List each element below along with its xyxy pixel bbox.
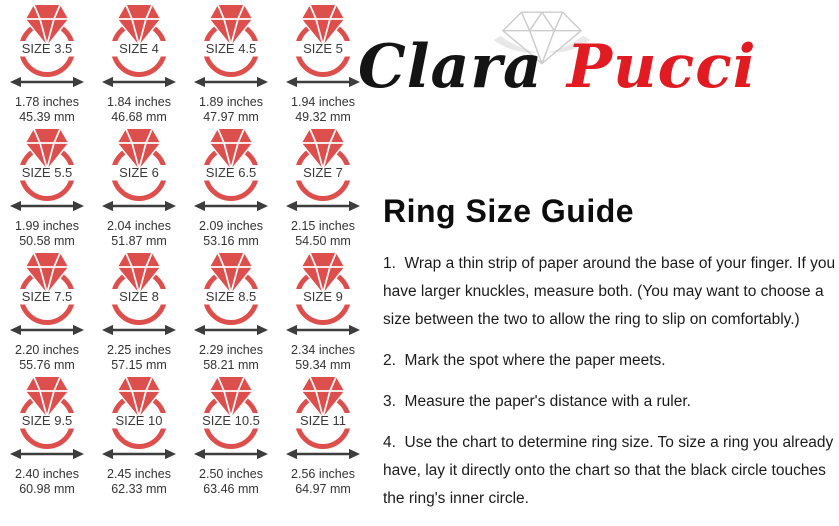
- ring-illustration: [277, 375, 369, 463]
- instructions: [383, 250, 839, 526]
- ring-size-label: SIZE 9.5: [21, 413, 73, 428]
- ring-size-cell: [1, 3, 93, 127]
- ring-size-label: SIZE 7: [303, 165, 343, 180]
- ring-size-label: SIZE 5.5: [21, 165, 73, 180]
- diameter-arrow-icon: [194, 449, 268, 459]
- ring-size-cell: [93, 127, 185, 251]
- ring-size-cell: [277, 127, 369, 251]
- ring-size-cell: [1, 375, 93, 499]
- brand-name-clara: Clara: [358, 32, 543, 102]
- brand-name: [358, 32, 757, 102]
- ring-measurements: [199, 467, 263, 497]
- diamond-icon: [118, 5, 160, 45]
- ring-size-cell: [1, 127, 93, 251]
- diameter-arrow-icon: [10, 77, 84, 87]
- ring-measurements: [107, 467, 171, 497]
- ring-illustration: [185, 3, 277, 91]
- diamond-icon: [210, 129, 252, 169]
- ring-diameter-inches: 1.94 inches: [291, 95, 355, 109]
- ring-size-label: SIZE 4.5: [205, 41, 257, 56]
- ring-diameter-mm: 60.98 mm: [19, 482, 75, 496]
- ring-measurements: [291, 467, 355, 497]
- diamond-icon: [118, 253, 160, 293]
- ring-diameter-inches: 1.89 inches: [199, 95, 263, 109]
- diamond-icon: [26, 129, 68, 169]
- diamond-icon: [118, 129, 160, 169]
- ring-measurements: [199, 95, 263, 125]
- ring-size-cell: [277, 375, 369, 499]
- ring-diameter-mm: 63.46 mm: [203, 482, 259, 496]
- ring-illustration: [1, 127, 93, 215]
- diamond-icon: [118, 377, 160, 417]
- ring-size-cell: [185, 127, 277, 251]
- ring-illustration: [93, 3, 185, 91]
- ring-illustration: [93, 375, 185, 463]
- ring-diameter-mm: 54.50 mm: [295, 234, 351, 248]
- ring-diameter-mm: 57.15 mm: [111, 358, 167, 372]
- ring-measurements: [291, 219, 355, 249]
- ring-size-cell: [185, 251, 277, 375]
- ring-size-cell: [1, 251, 93, 375]
- diamond-icon: [26, 253, 68, 293]
- ring-diameter-mm: 50.58 mm: [19, 234, 75, 248]
- diameter-arrow-icon: [10, 449, 84, 459]
- diamond-icon: [210, 5, 252, 45]
- ring-illustration: [1, 251, 93, 339]
- ring-illustration: [93, 127, 185, 215]
- page-title: Ring Size Guide: [383, 193, 635, 229]
- ring-size-cell: [93, 375, 185, 499]
- ring-illustration: [185, 375, 277, 463]
- diamond-icon: [26, 377, 68, 417]
- diamond-icon: [302, 377, 344, 417]
- ring-size-label: SIZE 8: [119, 289, 159, 304]
- ring-size-label: SIZE 5: [303, 41, 343, 56]
- diameter-arrow-icon: [286, 449, 360, 459]
- brand-logo: [358, 8, 818, 126]
- ring-size-label: SIZE 6.5: [205, 165, 257, 180]
- ring-diameter-inches: 2.50 inches: [199, 467, 263, 481]
- ring-diameter-inches: 1.99 inches: [15, 219, 79, 233]
- diameter-arrow-icon: [194, 77, 268, 87]
- ring-size-label: SIZE 6: [119, 165, 159, 180]
- ring-illustration: [277, 3, 369, 91]
- ring-size-label: SIZE 9: [303, 289, 343, 304]
- ring-size-cell: [277, 251, 369, 375]
- ring-size-cell: [277, 3, 369, 127]
- ring-diameter-mm: 49.32 mm: [295, 110, 351, 124]
- ring-size-label: SIZE 8.5: [205, 289, 257, 304]
- ring-diameter-mm: 51.87 mm: [111, 234, 167, 248]
- diameter-arrow-icon: [286, 201, 360, 211]
- ring-size-label: SIZE 10.5: [202, 413, 260, 428]
- diamond-icon: [210, 377, 252, 417]
- ring-size-cell: [93, 251, 185, 375]
- ring-size-label: SIZE 10: [115, 413, 163, 428]
- ring-diameter-inches: 2.09 inches: [199, 219, 263, 233]
- diameter-arrow-icon: [286, 325, 360, 335]
- diameter-arrow-icon: [102, 325, 176, 335]
- diameter-arrow-icon: [194, 201, 268, 211]
- diamond-icon: [26, 5, 68, 45]
- ring-diameter-inches: 1.78 inches: [15, 95, 79, 109]
- ring-size-label: SIZE 7.5: [21, 289, 73, 304]
- diamond-icon: [302, 129, 344, 169]
- diameter-arrow-icon: [102, 201, 176, 211]
- ring-size-chart: [1, 3, 369, 499]
- ring-diameter-mm: 55.76 mm: [19, 358, 75, 372]
- diamond-icon: [210, 253, 252, 293]
- diameter-arrow-icon: [194, 325, 268, 335]
- ring-diameter-inches: 2.20 inches: [15, 343, 79, 357]
- ring-measurements: [107, 343, 171, 373]
- ring-measurements: [15, 467, 79, 497]
- ring-measurements: [291, 95, 355, 125]
- diamond-icon: [302, 253, 344, 293]
- ring-illustration: [93, 251, 185, 339]
- ring-diameter-inches: 2.45 inches: [107, 467, 171, 481]
- ring-diameter-mm: 46.68 mm: [111, 110, 167, 124]
- ring-measurements: [291, 343, 355, 373]
- instruction-step-1: 1. Wrap a thin strip of paper around the base of your finger. If you have larger knuckles, measure both. (You may want to choose a size between the two to allow the ring to slip on comfortably.): [383, 255, 839, 328]
- ring-size-cell: [185, 375, 277, 499]
- ring-size-label: SIZE 4: [119, 41, 159, 56]
- ring-size-label: SIZE 3.5: [21, 41, 73, 56]
- diameter-arrow-icon: [10, 325, 84, 335]
- ring-illustration: [277, 127, 369, 215]
- diameter-arrow-icon: [102, 77, 176, 87]
- ring-illustration: [185, 251, 277, 339]
- instruction-step-3: 3. Measure the paper's distance with a ruler.: [383, 393, 691, 410]
- ring-diameter-mm: 58.21 mm: [203, 358, 259, 372]
- ring-diameter-mm: 47.97 mm: [203, 110, 259, 124]
- ring-diameter-inches: 2.40 inches: [15, 467, 79, 481]
- ring-size-cell: [93, 3, 185, 127]
- ring-size-cell: [185, 3, 277, 127]
- ring-diameter-mm: 59.34 mm: [295, 358, 351, 372]
- diameter-arrow-icon: [102, 449, 176, 459]
- ring-measurements: [107, 95, 171, 125]
- ring-diameter-inches: 2.29 inches: [199, 343, 263, 357]
- ring-diameter-mm: 62.33 mm: [111, 482, 167, 496]
- ring-illustration: [185, 127, 277, 215]
- ring-measurements: [199, 343, 263, 373]
- ring-illustration: [1, 3, 93, 91]
- ring-size-label: SIZE 11: [299, 413, 347, 428]
- ring-diameter-inches: 2.56 inches: [291, 467, 355, 481]
- ring-diameter-inches: 1.84 inches: [107, 95, 171, 109]
- ring-illustration: [277, 251, 369, 339]
- instruction-step-4: 4. Use the chart to determine ring size. To size a ring you already have, lay it directly onto the chart so that the black circle touches the ring's inner circle.: [383, 434, 838, 507]
- ring-measurements: [15, 219, 79, 249]
- diameter-arrow-icon: [10, 201, 84, 211]
- diamond-icon: [302, 5, 344, 45]
- ring-diameter-mm: 53.16 mm: [203, 234, 259, 248]
- ring-diameter-mm: 64.97 mm: [295, 482, 351, 496]
- ring-diameter-inches: 2.34 inches: [291, 343, 355, 357]
- ring-diameter-mm: 45.39 mm: [19, 110, 75, 124]
- ring-illustration: [1, 375, 93, 463]
- instruction-step-2: 2. Mark the spot where the paper meets.: [383, 352, 666, 369]
- ring-measurements: [107, 219, 171, 249]
- ring-measurements: [15, 95, 79, 125]
- ring-measurements: [15, 343, 79, 373]
- ring-diameter-inches: 2.25 inches: [107, 343, 171, 357]
- ring-diameter-inches: 2.15 inches: [291, 219, 355, 233]
- ring-diameter-inches: 2.04 inches: [107, 219, 171, 233]
- brand-name-pucci: Pucci: [566, 32, 757, 102]
- ring-measurements: [199, 219, 263, 249]
- diameter-arrow-icon: [286, 77, 360, 87]
